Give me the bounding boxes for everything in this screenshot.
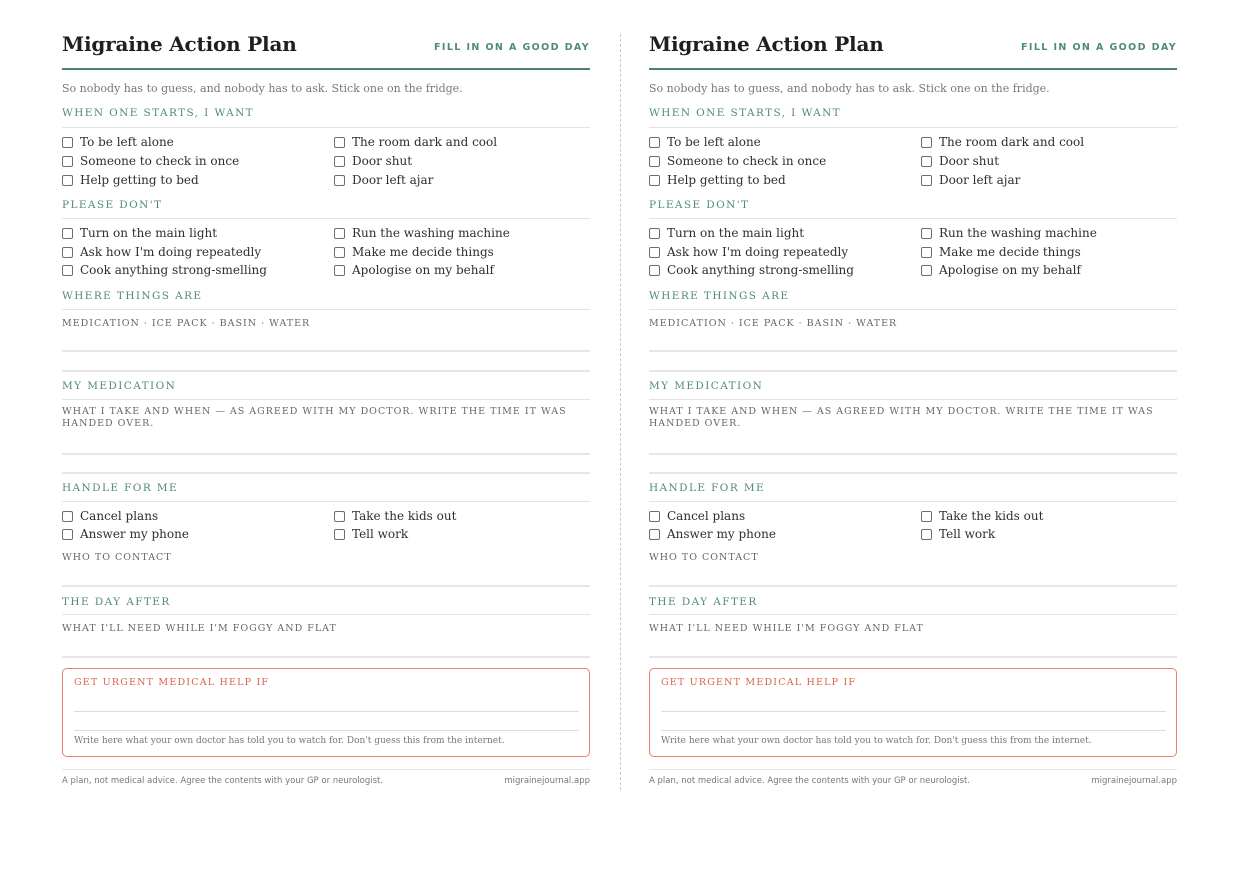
day-after-label: WHAT I'LL NEED WHILE I'M FOGGY AND FLAT bbox=[649, 623, 924, 634]
section-rule bbox=[649, 218, 1177, 219]
checkbox-label: Turn on the main light bbox=[667, 226, 805, 240]
checkbox-item[interactable] bbox=[921, 226, 1097, 242]
checkbox-label: Someone to check in once bbox=[667, 154, 827, 168]
checkbox-label: Take the kids out bbox=[352, 509, 457, 523]
write-in-line[interactable] bbox=[649, 656, 1177, 658]
cut-line-divider bbox=[620, 34, 621, 790]
section-title-when-starts: WHEN ONE STARTS, I WANT bbox=[649, 107, 842, 119]
checkbox-label: Door left ajar bbox=[939, 173, 1021, 187]
checkbox-item[interactable] bbox=[62, 226, 217, 242]
section-divider bbox=[62, 472, 590, 474]
urgent-write-line[interactable] bbox=[74, 730, 579, 731]
checkbox-item[interactable] bbox=[62, 527, 189, 543]
section-rule bbox=[62, 218, 590, 219]
urgent-help-title: GET URGENT MEDICAL HELP IF bbox=[74, 677, 270, 688]
plan-copy-left bbox=[62, 30, 590, 786]
checkbox-icon[interactable] bbox=[334, 228, 345, 239]
checkbox-item[interactable] bbox=[334, 135, 497, 151]
urgent-write-line[interactable] bbox=[661, 730, 1166, 731]
checkbox-label: Make me decide things bbox=[939, 245, 1081, 259]
checkbox-item[interactable] bbox=[921, 173, 1020, 189]
checkbox-label: Someone to check in once bbox=[80, 154, 240, 168]
checkbox-item[interactable] bbox=[649, 173, 786, 189]
checkbox-icon[interactable] bbox=[334, 529, 345, 540]
checkbox-label: Run the washing machine bbox=[939, 226, 1097, 240]
plan-tagline: FILL IN ON A GOOD DAY bbox=[434, 42, 590, 53]
write-in-line[interactable] bbox=[649, 453, 1177, 455]
checkbox-icon[interactable] bbox=[649, 137, 660, 148]
checkbox-item[interactable] bbox=[62, 154, 239, 170]
checkbox-icon[interactable] bbox=[334, 511, 345, 522]
footer-rule bbox=[62, 769, 590, 770]
urgent-write-line[interactable] bbox=[74, 711, 579, 712]
checkbox-label: To be left alone bbox=[667, 135, 761, 149]
section-title-day-after: THE DAY AFTER bbox=[649, 596, 758, 608]
checkbox-label: Make me decide things bbox=[352, 245, 494, 259]
checkbox-label: Cancel plans bbox=[80, 509, 159, 523]
checkbox-icon[interactable] bbox=[649, 511, 660, 522]
checkbox-item[interactable] bbox=[921, 527, 995, 543]
checkbox-icon[interactable] bbox=[921, 511, 932, 522]
who-to-contact-label: WHO TO CONTACT bbox=[649, 552, 759, 563]
plan-title: Migraine Action Plan bbox=[649, 32, 884, 56]
section-title-handle: HANDLE FOR ME bbox=[649, 482, 766, 494]
checkbox-label: Door left ajar bbox=[352, 173, 434, 187]
checkbox-item[interactable] bbox=[921, 135, 1084, 151]
checkbox-item[interactable] bbox=[649, 226, 804, 242]
checkbox-icon[interactable] bbox=[921, 137, 932, 148]
section-divider bbox=[62, 370, 590, 372]
section-rule bbox=[649, 614, 1177, 615]
checkbox-icon[interactable] bbox=[921, 156, 932, 167]
checkbox-label: The room dark and cool bbox=[939, 135, 1085, 149]
section-divider bbox=[649, 472, 1177, 474]
checkbox-label: Door shut bbox=[352, 154, 413, 168]
section-rule bbox=[62, 399, 590, 400]
checkbox-item[interactable] bbox=[334, 245, 494, 261]
checkbox-icon[interactable] bbox=[649, 175, 660, 186]
checkbox-label: Take the kids out bbox=[939, 509, 1044, 523]
section-title-day-after: THE DAY AFTER bbox=[62, 596, 171, 608]
checkbox-label: Cancel plans bbox=[667, 509, 746, 523]
checkbox-icon[interactable] bbox=[334, 247, 345, 258]
footer-disclaimer: A plan, not medical advice. Agree the contents with your GP or neurologist. bbox=[62, 776, 384, 786]
footer-rule bbox=[649, 769, 1177, 770]
checkbox-item[interactable] bbox=[334, 173, 433, 189]
checkbox-icon[interactable] bbox=[62, 175, 73, 186]
plan-intro: So nobody has to guess, and nobody has to ask. Stick one on the fridge. bbox=[62, 82, 463, 95]
checkbox-icon[interactable] bbox=[62, 228, 73, 239]
section-rule bbox=[62, 309, 590, 310]
checkbox-item[interactable] bbox=[649, 135, 761, 151]
checkbox-label: Run the washing machine bbox=[352, 226, 510, 240]
checkbox-icon[interactable] bbox=[921, 265, 932, 276]
checkbox-label: Cook anything strong-smelling bbox=[80, 263, 267, 277]
urgent-help-title: GET URGENT MEDICAL HELP IF bbox=[661, 677, 857, 688]
urgent-write-line[interactable] bbox=[661, 711, 1166, 712]
checkbox-item[interactable] bbox=[62, 173, 199, 189]
checkbox-icon[interactable] bbox=[62, 247, 73, 258]
checkbox-icon[interactable] bbox=[921, 228, 932, 239]
checkbox-icon[interactable] bbox=[334, 265, 345, 276]
checkbox-icon[interactable] bbox=[334, 175, 345, 186]
checkbox-icon[interactable] bbox=[921, 175, 932, 186]
checkbox-item[interactable] bbox=[649, 509, 745, 525]
section-rule bbox=[649, 309, 1177, 310]
section-divider bbox=[649, 370, 1177, 372]
checkbox-label: Door shut bbox=[939, 154, 1000, 168]
write-in-line[interactable] bbox=[649, 585, 1177, 587]
write-in-line[interactable] bbox=[649, 350, 1177, 352]
section-rule bbox=[62, 614, 590, 615]
where-things-label: MEDICATION · ICE PACK · BASIN · WATER bbox=[649, 318, 898, 329]
checkbox-icon[interactable] bbox=[649, 156, 660, 167]
plan-tagline: FILL IN ON A GOOD DAY bbox=[1021, 42, 1177, 53]
checkbox-item[interactable] bbox=[334, 226, 510, 242]
section-title-medication: MY MEDICATION bbox=[649, 380, 764, 392]
checkbox-label: Help getting to bed bbox=[80, 173, 199, 187]
write-in-line[interactable] bbox=[62, 585, 590, 587]
checkbox-label: Cook anything strong-smelling bbox=[667, 263, 854, 277]
checkbox-label: Apologise on my behalf bbox=[939, 263, 1081, 277]
urgent-help-note: Write here what your own doctor has told you to watch for. Don't guess this from the internet. bbox=[74, 736, 505, 746]
checkbox-icon[interactable] bbox=[334, 156, 345, 167]
section-title-medication: MY MEDICATION bbox=[62, 380, 177, 392]
checkbox-item[interactable] bbox=[649, 527, 776, 543]
checkbox-item[interactable] bbox=[334, 527, 408, 543]
section-rule bbox=[649, 399, 1177, 400]
footer-site: migrainejournal.app bbox=[504, 776, 590, 786]
checkbox-icon[interactable] bbox=[649, 247, 660, 258]
checkbox-icon[interactable] bbox=[921, 529, 932, 540]
checkbox-icon[interactable] bbox=[649, 228, 660, 239]
day-after-label: WHAT I'LL NEED WHILE I'M FOGGY AND FLAT bbox=[62, 623, 337, 634]
write-in-line[interactable] bbox=[62, 453, 590, 455]
section-title-handle: HANDLE FOR ME bbox=[62, 482, 179, 494]
checkbox-label: The room dark and cool bbox=[352, 135, 498, 149]
checkbox-item[interactable] bbox=[921, 245, 1081, 261]
checkbox-icon[interactable] bbox=[62, 137, 73, 148]
checkbox-label: Ask how I'm doing repeatedly bbox=[667, 245, 849, 259]
checkbox-item[interactable] bbox=[62, 135, 174, 151]
checkbox-item[interactable] bbox=[334, 263, 494, 279]
checkbox-label: Answer my phone bbox=[667, 527, 776, 541]
urgent-help-note: Write here what your own doctor has told you to watch for. Don't guess this from the internet. bbox=[661, 736, 1092, 746]
checkbox-label: Ask how I'm doing repeatedly bbox=[80, 245, 262, 259]
checkbox-label: Turn on the main light bbox=[80, 226, 218, 240]
checkbox-icon[interactable] bbox=[334, 137, 345, 148]
section-title-please-dont: PLEASE DON'T bbox=[62, 199, 163, 211]
checkbox-icon[interactable] bbox=[649, 529, 660, 540]
checkbox-item[interactable] bbox=[334, 509, 456, 525]
checkbox-label: To be left alone bbox=[80, 135, 174, 149]
plan-copy-right bbox=[649, 30, 1177, 786]
write-in-line[interactable] bbox=[62, 350, 590, 352]
checkbox-item[interactable] bbox=[649, 154, 826, 170]
checkbox-item[interactable] bbox=[921, 263, 1081, 279]
urgent-help-box bbox=[62, 668, 590, 757]
checkbox-icon[interactable] bbox=[62, 529, 73, 540]
checkbox-icon[interactable] bbox=[62, 156, 73, 167]
where-things-label: MEDICATION · ICE PACK · BASIN · WATER bbox=[62, 318, 311, 329]
section-rule bbox=[62, 127, 590, 128]
checkbox-label: Tell work bbox=[939, 527, 996, 541]
checkbox-item[interactable] bbox=[921, 509, 1043, 525]
section-title-please-dont: PLEASE DON'T bbox=[649, 199, 750, 211]
write-in-line[interactable] bbox=[62, 656, 590, 658]
footer-disclaimer: A plan, not medical advice. Agree the contents with your GP or neurologist. bbox=[649, 776, 971, 786]
medication-label: WHAT I TAKE AND WHEN — AS AGREED WITH MY DOCTOR. WRITE THE TIME IT WAS HANDED OVER. bbox=[62, 406, 567, 429]
section-title-when-starts: WHEN ONE STARTS, I WANT bbox=[62, 107, 255, 119]
checkbox-icon[interactable] bbox=[62, 265, 73, 276]
checkbox-label: Answer my phone bbox=[80, 527, 189, 541]
section-title-where-things: WHERE THINGS ARE bbox=[62, 290, 203, 302]
checkbox-item[interactable] bbox=[649, 263, 854, 279]
checkbox-item[interactable] bbox=[62, 509, 158, 525]
checkbox-label: Help getting to bed bbox=[667, 173, 786, 187]
plan-header bbox=[62, 30, 590, 70]
section-title-where-things: WHERE THINGS ARE bbox=[649, 290, 790, 302]
checkbox-label: Apologise on my behalf bbox=[352, 263, 494, 277]
section-rule bbox=[649, 127, 1177, 128]
checkbox-icon[interactable] bbox=[62, 511, 73, 522]
who-to-contact-label: WHO TO CONTACT bbox=[62, 552, 172, 563]
checkbox-label: Tell work bbox=[352, 527, 409, 541]
plan-intro: So nobody has to guess, and nobody has to ask. Stick one on the fridge. bbox=[649, 82, 1050, 95]
checkbox-icon[interactable] bbox=[921, 247, 932, 258]
checkbox-icon[interactable] bbox=[649, 265, 660, 276]
footer-site: migrainejournal.app bbox=[1091, 776, 1177, 786]
medication-label: WHAT I TAKE AND WHEN — AS AGREED WITH MY DOCTOR. WRITE THE TIME IT WAS HANDED OVER. bbox=[649, 406, 1154, 429]
section-rule bbox=[649, 501, 1177, 502]
checkbox-item[interactable] bbox=[649, 245, 848, 261]
checkbox-item[interactable] bbox=[62, 263, 267, 279]
checkbox-item[interactable] bbox=[62, 245, 261, 261]
plan-header bbox=[649, 30, 1177, 70]
checkbox-item[interactable] bbox=[334, 154, 412, 170]
section-rule bbox=[62, 501, 590, 502]
plan-title: Migraine Action Plan bbox=[62, 32, 297, 56]
urgent-help-box bbox=[649, 668, 1177, 757]
checkbox-item[interactable] bbox=[921, 154, 999, 170]
